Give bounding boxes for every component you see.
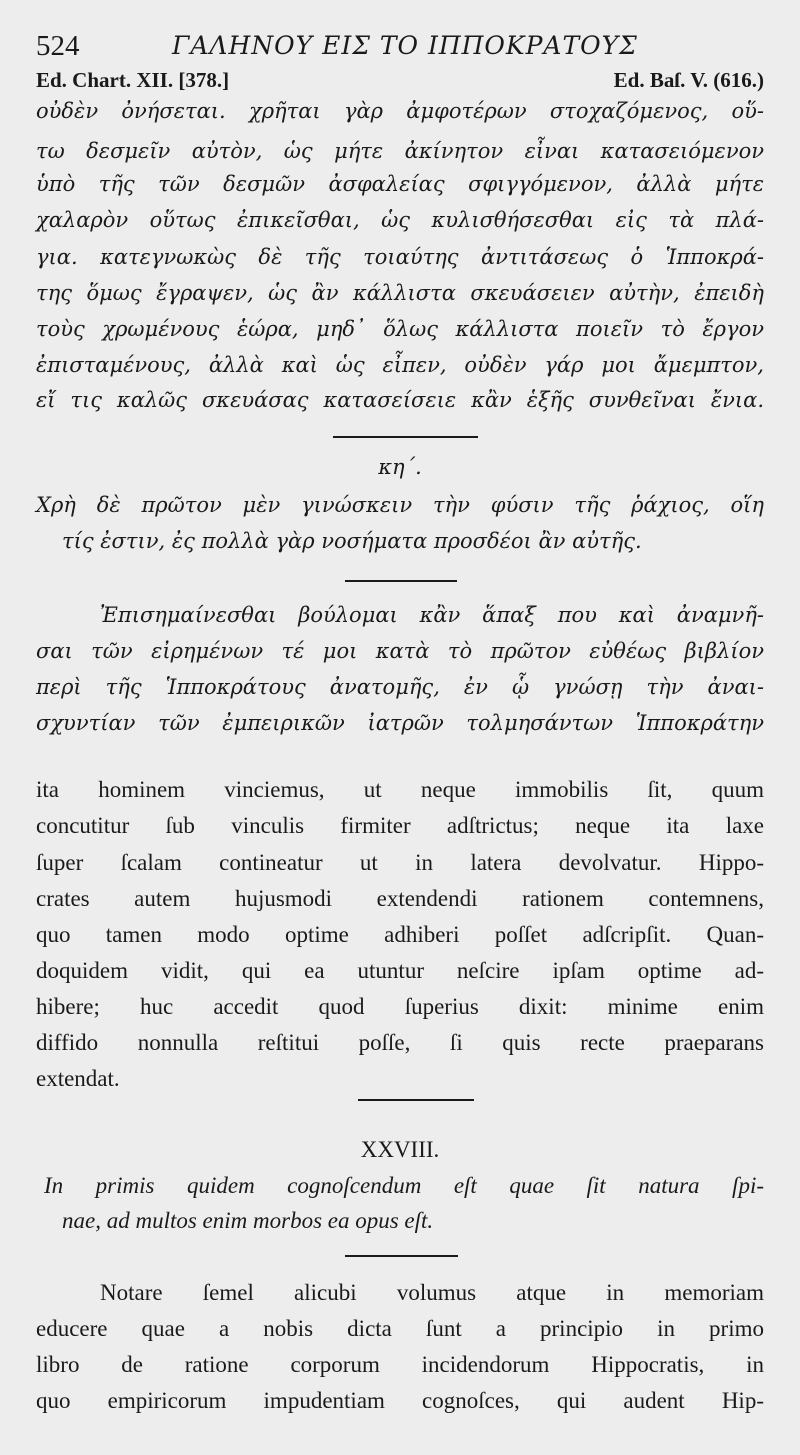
- text-line: nae, ad multos enim morbos ea opus eſt.: [62, 1208, 434, 1233]
- text-line: extendat.: [36, 1066, 120, 1091]
- text-line: quo tamen modo optime adhiberi poſſet adſcripſit. Quan-: [36, 922, 764, 947]
- text-line: της ὅμως ἔγραψεν, ὡς ἂν κάλλιστα σκευάσειεν αὐτὴν, ἐπειδὴ: [36, 281, 764, 305]
- text-line: Ἐπισημαίνεσθαι βούλομαι κἂν ἅπαξ που καὶ ἀναμνῆ-: [100, 603, 764, 627]
- text-line: hibere; huc accedit quod ſuperius dixit: minime enim: [36, 994, 764, 1019]
- page-number: 524: [36, 30, 80, 62]
- text-line: εἴ τις καλῶς σκευάσας κατασείσειε κἂν ἑξῆς συνθεῖναι ἔνια.: [36, 388, 764, 412]
- text-line: educere quae a nobis dicta ſunt a principio in primo: [36, 1316, 764, 1341]
- text-line: ita hominem vinciemus, ut neque immobilis ſit, quum: [36, 777, 764, 802]
- divider-rule: [345, 580, 457, 582]
- edition-reference-right: Ed. Baſ. V. (616.): [613, 68, 764, 92]
- text-line: τοὺς χρωμένους ἑώρα, μηδ᾽ ὅλως κάλλιστα ποιεῖν τὸ ἔργον: [36, 317, 764, 341]
- divider-rule: [358, 1099, 474, 1101]
- text-line: concutitur ſub vinculis firmiter adſtrictus; neque ita laxe: [36, 813, 764, 838]
- text-line: τίς ἐστιν, ἐς πολλὰ γὰρ νοσήματα προσδέοι ἂν αὐτῆς.: [62, 529, 642, 553]
- text-line: quo empiricorum impudentiam cognoſces, qui audent Hip-: [36, 1388, 764, 1413]
- text-line: σαι τῶν εἰρημένων τέ μοι κατὰ τὸ πρῶτον εὐθέως βιβλίον: [36, 639, 764, 663]
- text-line: ἐπισταμένους, ἀλλὰ καὶ ὡς εἶπεν, οὐδὲν γάρ μοι ἄμεμπτον,: [36, 353, 764, 377]
- text-line: οὐδὲν ὀνήσεται. χρῆται γὰρ ἀμφοτέρων στοχαζόμενος, οὕ-: [36, 99, 764, 123]
- text-line: τω δεσμεῖν αὐτὸν, ὡς μήτε ἀκίνητον εἶναι κατασειόμενον: [36, 139, 764, 163]
- text-line: ſuper ſcalam contineatur ut in latera devolvatur. Hippo-: [36, 850, 764, 875]
- text-line: crates autem hujusmodi extendendi rationem contemnens,: [36, 886, 764, 911]
- running-title: ΓΑΛΗΝΟΥ ΕΙΣ ΤΟ ΙΠΠΟΚΡΑΤΟΥΣ: [172, 31, 638, 60]
- text-line: Χρὴ δὲ πρῶτον μὲν γινώσκειν τὴν φύσιν τῆς ῥάχιος, οἵη: [36, 493, 764, 517]
- text-line: για. κατεγνωκὼς δὲ τῆς τοιαύτης ἀντιτάσεως ὁ Ἱπποκρά-: [36, 245, 764, 269]
- text-line: In primis quidem cognoſcendum eſt quae ſit natura ſpi-: [44, 1173, 764, 1198]
- text-line: ὑπὸ τῆς τῶν δεσμῶν ἀσφαλείας σφιγγόμενον, ἀλλὰ μήτε: [36, 172, 764, 196]
- text-line: χαλαρὸν οὕτως ἐπικεῖσθαι, ὡς κυλισθήσεσθαι εἰς τὰ πλά-: [36, 208, 764, 232]
- text-line: Notare ſemel alicubi volumus atque in memoriam: [100, 1280, 764, 1305]
- greek-section-number: κη΄.: [378, 455, 422, 479]
- text-line: doquidem vidit, qui ea utuntur neſcire ipſam optime ad-: [36, 958, 764, 983]
- text-line: diffido nonnulla reſtitui poſſe, ſi quis recte praeparans: [36, 1030, 764, 1055]
- text-line: περὶ τῆς Ἱπποκράτους ἀνατομῆς, ἐν ᾧ γνώσῃ τὴν ἀναι-: [36, 675, 764, 699]
- latin-section-number: XXVIII.: [360, 1137, 440, 1162]
- text-line: libro de ratione corporum incidendorum Hippocratis, in: [36, 1352, 764, 1377]
- divider-rule: [345, 1255, 458, 1257]
- divider-rule: [333, 436, 478, 438]
- edition-reference-left: Ed. Chart. XII. [378.]: [36, 68, 230, 92]
- text-line: σχυντίαν τῶν ἐμπειρικῶν ἰατρῶν τολμησάντων Ἱπποκράτην: [36, 711, 764, 735]
